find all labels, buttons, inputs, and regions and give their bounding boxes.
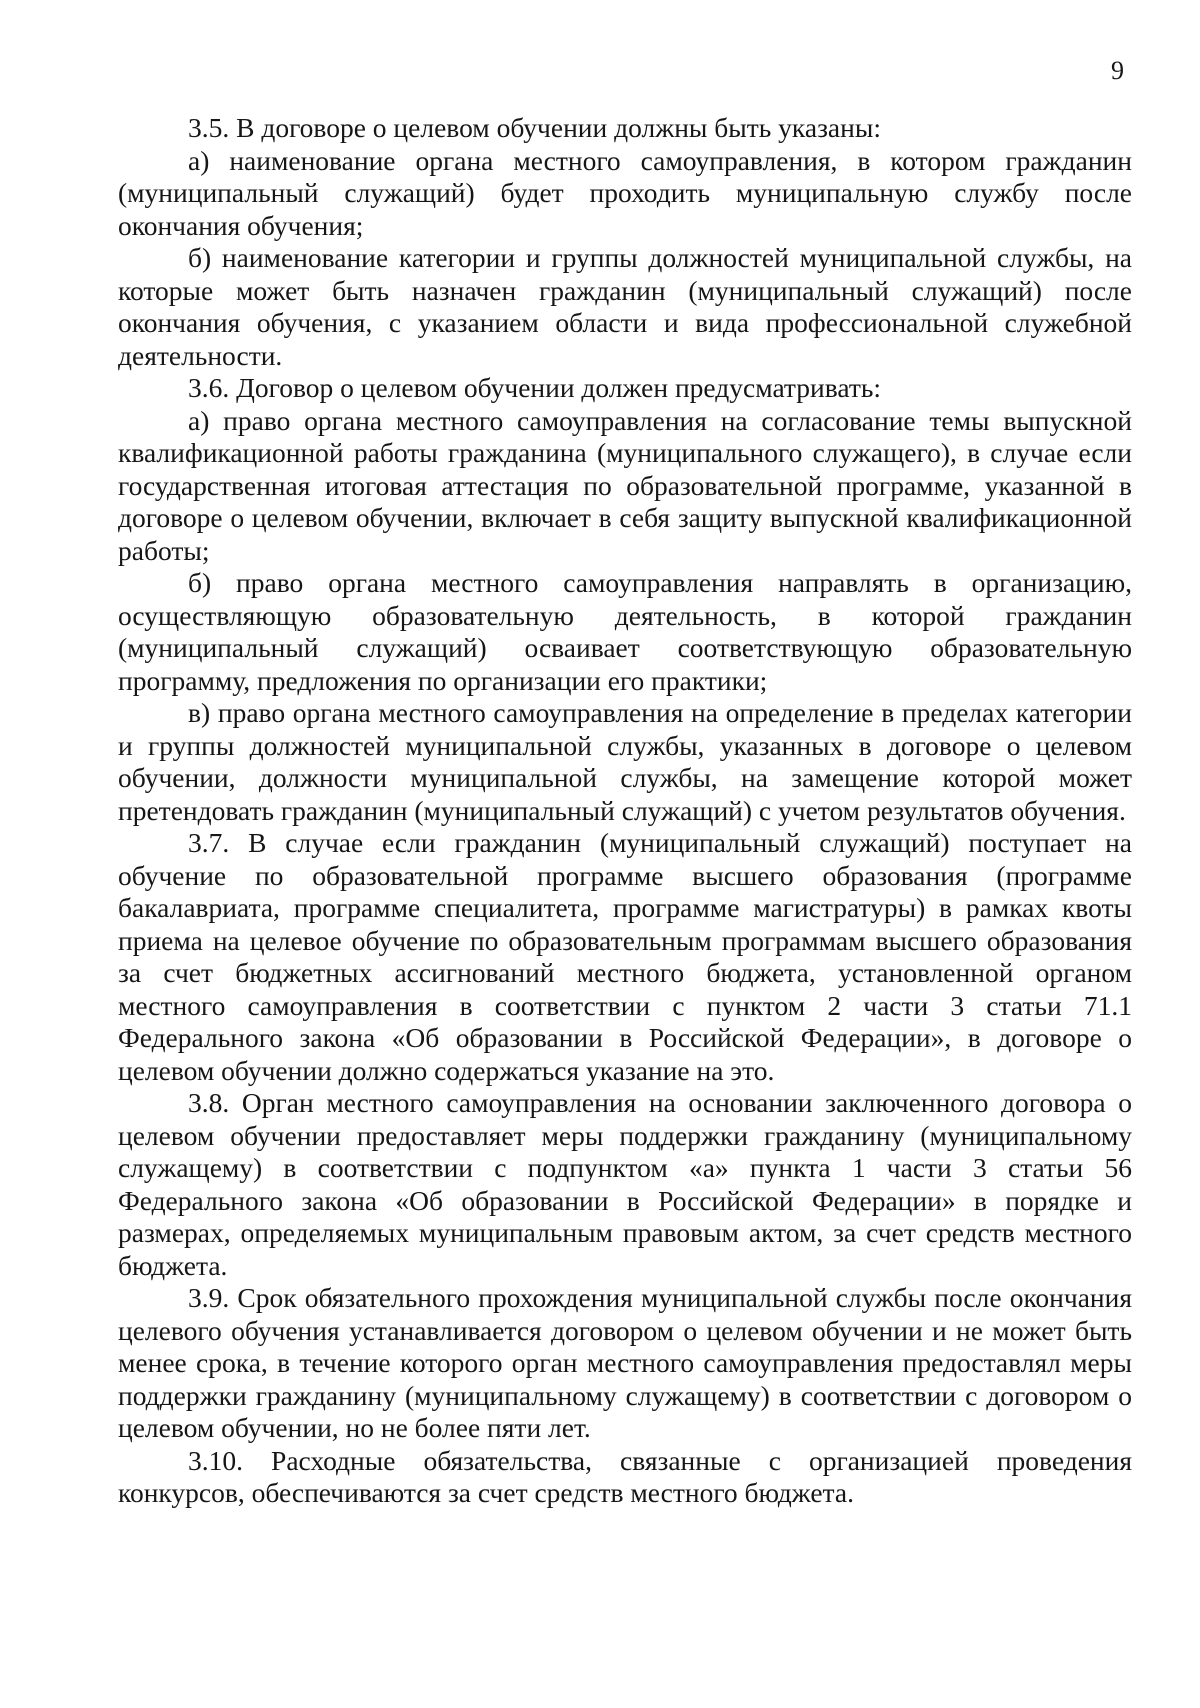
paragraph-3-5-b: б) наименование категории и группы должностей муниципальной службы, на которые может быть назначен гражданин (муниципальный служащий) после окончания обучения, с указанием области и вида профессиональной служебной деятельности. <box>118 242 1132 371</box>
paragraph-3-9: 3.9. Срок обязательного прохождения муниципальной службы после окончания целевого обучения устанавливается договором о целевом обучении и не может быть менее срока, в течение которого орган местного самоуправления предоставлял меры поддержки гражданину (муниципальному служащему) в соответствии с договором о целевом обучении, но не более пяти лет. <box>118 1282 1132 1443</box>
paragraph-3-10: 3.10. Расходные обязательства, связанные с организацией проведения конкурсов, обеспечиваются за счет средств местного бюджета. <box>118 1444 1132 1508</box>
document-body <box>118 112 1132 1510</box>
paragraph-3-5-heading: 3.5. В договоре о целевом обучении должны быть указаны: <box>188 112 881 143</box>
page-number: 9 <box>1111 56 1124 85</box>
paragraph-3-6-a: а) право органа местного самоуправления на согласование темы выпускной квалификационной работы гражданина (муниципального служащего), в случае если государственная итоговая аттестация по образовательной программе, указанной в договоре о целевом обучении, включает в себя защиту выпускной квалификационной работы; <box>118 404 1132 566</box>
paragraph-3-6-heading: 3.6. Договор о целевом обучении должен предусматривать: <box>188 372 882 403</box>
paragraph-3-7: 3.7. В случае если гражданин (муниципальный служащий) поступает на обучение по образовательной программе высшего образования (программе бакалавриата, программе специалитета, программе магистратуры) в рамках квоты приема на целевое обучение по образовательным программам высшего образования за счет бюджетных ассигнований местного бюджета, установленной органом местного самоуправления в соответствии с пунктом 2 части 3 статьи 71.1 Федерального закона «Об образовании в Российской Федерации», в договоре о целевом обучении должно содержаться указание на это. <box>118 827 1132 1086</box>
paragraph-3-6-b: б) право органа местного самоуправления направлять в организацию, осуществляющую образовательную деятельность, в которой гражданин (муниципальный служащий) осваивает соответствующую образовательную программу, предложения по организации его практики; <box>118 567 1132 696</box>
paragraph-3-5-a: а) наименование органа местного самоуправления, в котором гражданин (муниципальный служащий) будет проходить муниципальную службу после окончания обучения; <box>118 144 1132 241</box>
paragraph-3-6-v: в) право органа местного самоуправления на определение в пределах категории и группы должностей муниципальной службы, указанных в договоре о целевом обучении, должности муниципальной службы, на замещение которой может претендовать гражданин (муниципальный служащий) с учетом результатов обучения. <box>118 697 1132 826</box>
paragraph-3-8: 3.8. Орган местного самоуправления на основании заключенного договора о целевом обучении предоставляет меры поддержки гражданину (муниципальному служащему) в соответствии с подпунктом «а» пункта 1 части 3 статьи 56 Федерального закона «Об образовании в Российской Федерации» в порядке и размерах, определяемых муниципальным правовым актом, за счет средств местного бюджета. <box>118 1087 1132 1281</box>
